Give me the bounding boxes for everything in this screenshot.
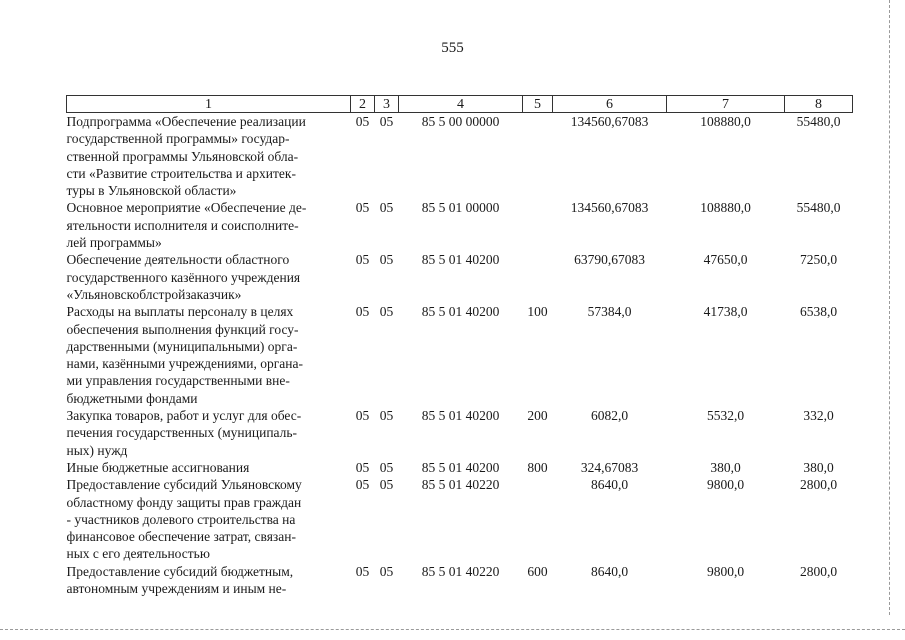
row-name bbox=[67, 113, 351, 200]
amount-year-3: 55480,0 bbox=[796, 200, 841, 216]
row-name-line: - участников долевого строительства на bbox=[66, 511, 296, 527]
subsection-code: 05 bbox=[379, 477, 394, 493]
amount-year-1: 8640,0 bbox=[590, 477, 629, 493]
scan-edge-right bbox=[889, 0, 890, 615]
table-row bbox=[67, 251, 853, 303]
row-name-line: финансовое обеспечение затрат, связан- bbox=[66, 529, 296, 545]
row-name-line: «Ульяновскоблстройзаказчик» bbox=[66, 286, 242, 302]
subsection-code: 05 bbox=[379, 252, 394, 268]
table-header-row bbox=[67, 96, 853, 113]
row-name-line: государственного казённого учреждения bbox=[66, 269, 301, 285]
subsection-code: 05 bbox=[379, 200, 394, 216]
subsection-code: 05 bbox=[379, 304, 394, 320]
expense-type-code: 600 bbox=[527, 563, 548, 579]
row-name-line: нами, казёнными учреждениями, органа- bbox=[66, 356, 303, 372]
table-row bbox=[67, 476, 853, 562]
row-name bbox=[67, 251, 351, 303]
page-number: 555 bbox=[441, 40, 464, 56]
amount-year-3: 2800,0 bbox=[799, 477, 838, 493]
subsection-code: 05 bbox=[379, 114, 394, 129]
amount-year-2: 108880,0 bbox=[700, 114, 751, 129]
amount-year-2: 5532,0 bbox=[706, 408, 745, 424]
amount-year-1: 6082,0 bbox=[590, 408, 629, 424]
row-name-line: государственной программы» государ- bbox=[66, 131, 290, 147]
row-name-line: лей программы» bbox=[66, 235, 162, 251]
row-name-line: ных с его деятельностью bbox=[66, 546, 210, 562]
amount-year-1: 134560,67083 bbox=[570, 200, 649, 216]
row-name-line: туры в Ульяновской области» bbox=[66, 183, 237, 199]
row-name-line: обеспечения выполнения функций госу- bbox=[66, 321, 299, 337]
amount-year-1: 134560,67083 bbox=[570, 114, 649, 129]
column-header: 3 bbox=[375, 96, 399, 113]
section-code: 05 bbox=[355, 114, 370, 129]
row-name bbox=[67, 407, 351, 459]
row-name bbox=[67, 563, 351, 598]
row-name bbox=[67, 459, 351, 476]
table-row bbox=[67, 113, 853, 200]
table-row bbox=[67, 407, 853, 459]
row-name-line: печения государственных (муниципаль- bbox=[66, 425, 298, 441]
row-name-line: Подпрограмма «Обеспечение реализации bbox=[66, 114, 306, 129]
amount-year-1: 63790,67083 bbox=[574, 252, 645, 268]
column-header: 1 bbox=[67, 96, 351, 113]
section-code: 05 bbox=[355, 408, 370, 424]
budget-table bbox=[66, 95, 853, 597]
row-name-line: Основное мероприятие «Обеспечение де- bbox=[66, 200, 307, 216]
column-header: 4 bbox=[399, 96, 523, 113]
section-code: 05 bbox=[355, 459, 370, 475]
target-article-code: 85 5 01 40220 bbox=[421, 477, 500, 493]
subsection-code: 05 bbox=[379, 563, 394, 579]
amount-year-2: 380,0 bbox=[710, 459, 741, 475]
row-name-line: ных) нужд bbox=[66, 442, 128, 458]
amount-year-1: 57384,0 bbox=[587, 304, 632, 320]
expense-type-code: 200 bbox=[527, 408, 548, 424]
amount-year-2: 9800,0 bbox=[706, 477, 745, 493]
amount-year-2: 47650,0 bbox=[703, 252, 748, 268]
section-code: 05 bbox=[355, 563, 370, 579]
row-name bbox=[67, 303, 351, 407]
expense-type-code: 800 bbox=[527, 459, 548, 475]
column-header: 5 bbox=[523, 96, 553, 113]
expense-type-code bbox=[523, 476, 553, 562]
row-name bbox=[67, 476, 351, 562]
row-name-line: ятельности исполнителя и соисполните- bbox=[66, 217, 299, 233]
target-article-code: 85 5 01 00000 bbox=[421, 200, 500, 216]
expense-type-code bbox=[523, 199, 553, 251]
row-name-line: сти «Развитие строительства и архитек- bbox=[66, 165, 296, 181]
subsection-code: 05 bbox=[379, 459, 394, 475]
row-name-line: ми управления государственными вне- bbox=[66, 373, 290, 389]
row-name-line: Закупка товаров, работ и услуг для обес- bbox=[66, 408, 302, 424]
row-name-line: Предоставление субсидий бюджетным, bbox=[66, 563, 294, 579]
expense-type-code bbox=[523, 251, 553, 303]
row-name-line: автономным учреждениям и иным не- bbox=[66, 581, 287, 597]
amount-year-3: 7250,0 bbox=[799, 252, 838, 268]
amount-year-3: 380,0 bbox=[803, 459, 834, 475]
row-name-line: Обеспечение деятельности областного bbox=[66, 252, 290, 268]
section-code: 05 bbox=[355, 477, 370, 493]
amount-year-1: 324,67083 bbox=[580, 459, 639, 475]
table-row bbox=[67, 303, 853, 407]
expense-type-code: 100 bbox=[527, 304, 548, 320]
section-code: 05 bbox=[355, 200, 370, 216]
table-row bbox=[67, 563, 853, 598]
row-name-line: Иные бюджетные ассигнования bbox=[66, 459, 250, 475]
amount-year-3: 55480,0 bbox=[796, 114, 841, 129]
amount-year-2: 41738,0 bbox=[703, 304, 748, 320]
amount-year-2: 108880,0 bbox=[700, 200, 751, 216]
row-name-line: бюджетными фондами bbox=[66, 390, 198, 406]
expense-type-code bbox=[523, 113, 553, 200]
target-article-code: 85 5 00 00000 bbox=[421, 114, 500, 129]
row-name-line: дарственными (муниципальными) орга- bbox=[66, 338, 298, 354]
table-row bbox=[67, 199, 853, 251]
scan-edge-bottom bbox=[0, 629, 905, 630]
amount-year-3: 2800,0 bbox=[799, 563, 838, 579]
row-name-line: Предоставление субсидий Ульяновскому bbox=[66, 477, 302, 493]
target-article-code: 85 5 01 40220 bbox=[421, 563, 500, 579]
target-article-code: 85 5 01 40200 bbox=[421, 304, 500, 320]
row-name-line: ственной программы Ульяновской обла- bbox=[66, 148, 299, 164]
target-article-code: 85 5 01 40200 bbox=[421, 252, 500, 268]
row-name bbox=[67, 199, 351, 251]
amount-year-2: 9800,0 bbox=[706, 563, 745, 579]
subsection-code: 05 bbox=[379, 408, 394, 424]
table-row bbox=[67, 459, 853, 476]
section-code: 05 bbox=[355, 304, 370, 320]
target-article-code: 85 5 01 40200 bbox=[421, 408, 500, 424]
target-article-code: 85 5 01 40200 bbox=[421, 459, 500, 475]
section-code: 05 bbox=[355, 252, 370, 268]
column-header: 7 bbox=[667, 96, 785, 113]
column-header: 6 bbox=[553, 96, 667, 113]
amount-year-1: 8640,0 bbox=[590, 563, 629, 579]
column-header: 8 bbox=[785, 96, 853, 113]
amount-year-3: 6538,0 bbox=[799, 304, 838, 320]
column-header: 2 bbox=[351, 96, 375, 113]
row-name-line: областному фонду защиты прав граждан bbox=[66, 494, 302, 510]
row-name-line: Расходы на выплаты персоналу в целях bbox=[66, 304, 294, 320]
amount-year-3: 332,0 bbox=[803, 408, 834, 424]
